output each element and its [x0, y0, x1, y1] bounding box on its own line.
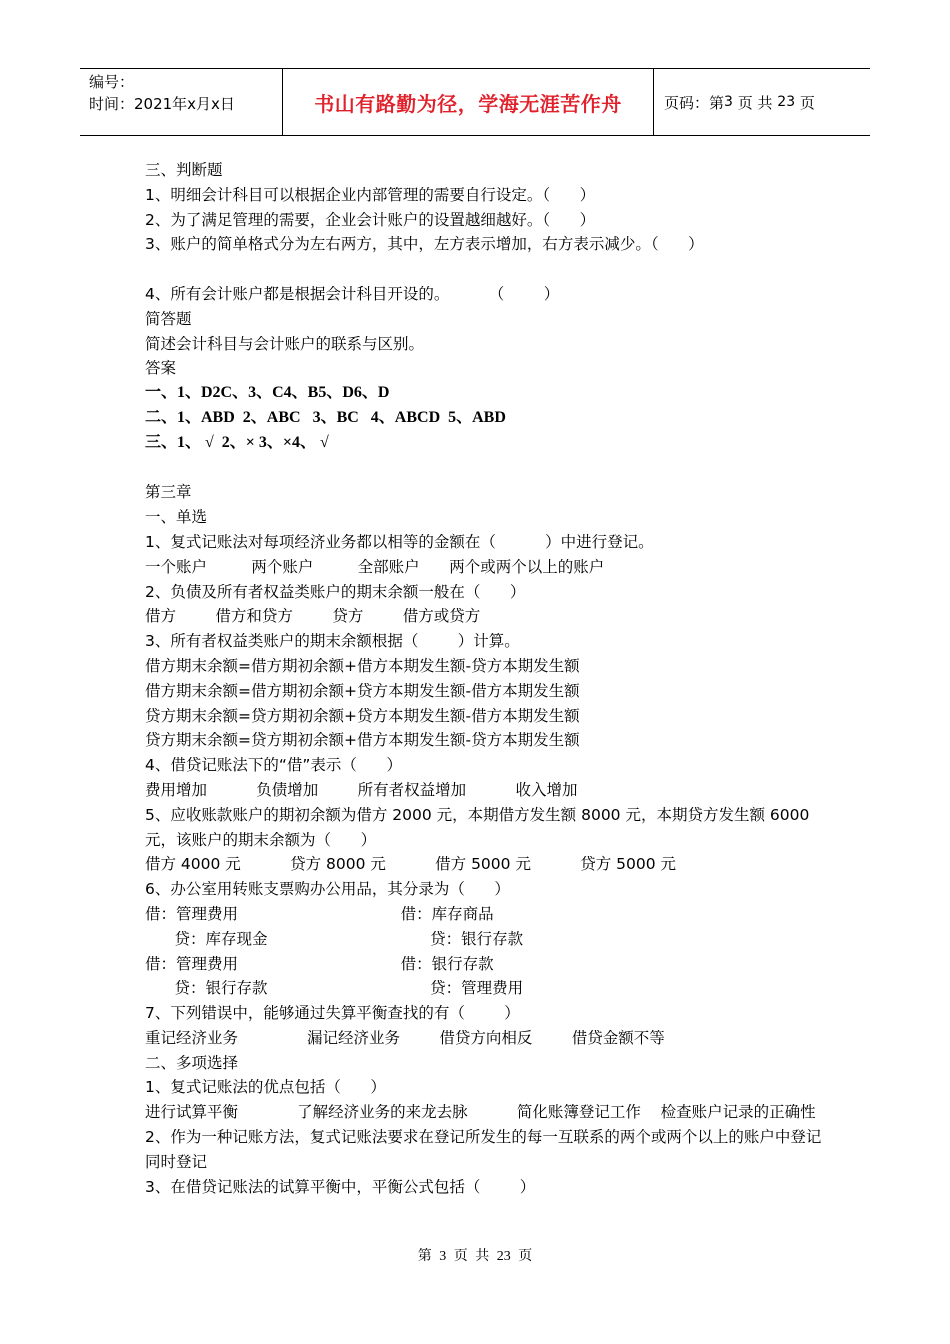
header-page-number: [654, 69, 870, 135]
page-current: 3: [724, 94, 733, 110]
page-label-mid: 页 共: [737, 93, 773, 112]
question-line: 4、借贷记账法下的“借”表示（ ）: [145, 756, 402, 775]
motto: 书山有路勤为径，学海无涯苦作舟: [314, 91, 622, 116]
section-heading: 二、多项选择: [145, 1053, 239, 1072]
question-line: 2、为了满足管理的需要，企业会计账户的设置越细越好。（ ）: [145, 210, 596, 229]
page-label-suffix: 页: [799, 93, 815, 112]
option-line: 一个账户 两个账户 全部账户 两个或两个以上的账户: [145, 557, 605, 576]
page-total: 23: [777, 94, 796, 110]
question-line: 简述会计科目与会计账户的联系与区别。: [145, 334, 425, 353]
option-line: 贷：库存现金 贷：银行存款: [145, 929, 524, 948]
question-line: 7、下列错误中，能够通过失算平衡查找的有（ ）: [145, 1004, 520, 1023]
chapter-heading: 第三章: [145, 483, 192, 502]
option-line: 贷方期末余额=贷方期初余额+贷方本期发生额-借方本期发生额: [145, 706, 580, 725]
header-meta: [80, 69, 283, 135]
option-line: 借方期末余额=借方期初余额+贷方本期发生额-借方本期发生额: [145, 681, 580, 700]
question-line: 3、在借贷记账法的试算平衡中，平衡公式包括（ ）: [145, 1177, 536, 1196]
question-line: 1、复式记账法对每项经济业务都以相等的金额在（ ）中进行登记。: [145, 532, 654, 551]
blank-line: [145, 456, 825, 481]
answer-line: 三、1、 √ 2、× 3、×4、 √: [145, 433, 329, 451]
code-label: 编号：: [89, 73, 135, 91]
option-line: 进行试算平衡 了解经济业务的来龙去脉 简化账簿登记工作 检查账户记录的正确性: [145, 1103, 816, 1122]
option-line: 借：管理费用 借：银行存款: [145, 954, 494, 973]
question-line: 4、所有会计账户都是根据会计科目开设的。 （ ）: [145, 284, 560, 303]
header-motto-cell: [283, 69, 654, 135]
question-line: 6、办公室用转账支票购办公用品，其分录为（ ）: [145, 880, 510, 899]
answer-line: 一、1、D2C、3、C4、B5、D6、D: [145, 384, 390, 402]
question-line: 2、作为一种记账方法，复式记账法要求在登记所发生的每一互联系的两个或两个以上的账户中登记 同时登记: [145, 1128, 881, 1171]
question-line: 1、明细会计科目可以根据企业内部管理的需要自行设定。（ ）: [145, 185, 596, 204]
option-line: 贷：银行存款 贷：管理费用: [145, 979, 524, 998]
option-line: 借方 4000 元 贷方 8000 元 借方 5000 元 贷方 5000 元: [145, 855, 677, 874]
question-line: 3、账户的简单格式分为左右两方，其中，左方表示增加，右方表示减少。（ ）: [145, 235, 704, 254]
option-line: 费用增加 负债增加 所有者权益增加 收入增加: [145, 780, 578, 799]
option-line: 借方 借方和贷方 贷方 借方或贷方: [145, 607, 481, 626]
section-heading: 简答题: [145, 309, 192, 328]
option-line: 借方期末余额=借方期初余额+借方本期发生额-贷方本期发生额: [145, 656, 580, 675]
option-line: 贷方期末余额=贷方期初余额+借方本期发生额-贷方本期发生额: [145, 731, 580, 750]
section-heading: 一、单选: [145, 508, 208, 527]
question-line: 1、复式记账法的优点包括（ ）: [145, 1078, 386, 1097]
section-heading: 答案: [145, 359, 177, 378]
question-line: 3、所有者权益类账户的期末余额根据（ ）计算。: [145, 632, 520, 651]
page-footer: 第 3 页 共 23 页: [417, 1249, 533, 1264]
option-line: 借：管理费用 借：库存商品: [145, 904, 494, 923]
option-line: 重记经济业务 漏记经济业务 借贷方向相反 借贷金额不等: [145, 1028, 665, 1047]
page-header: [80, 68, 870, 136]
page-label-prefix: 页码：第: [664, 93, 725, 112]
blank-line: [145, 257, 825, 282]
question-line: 5、应收账款账户的期初余额为借方 2000 元，本期借方发生额 8000 元，本期贷方发生额 6000 元，该账户的期末余额为（ ）: [145, 805, 815, 849]
question-line: 2、负债及所有者权益类账户的期末余额一般在（ ）: [145, 582, 526, 601]
section-heading: 三、判断题: [145, 161, 223, 179]
time-label: 时间：2021年x月x日: [89, 95, 235, 113]
document-body: [145, 158, 881, 1199]
answer-line: 二、1、ABD 2、ABC 3、BC 4、ABCD 5、ABD: [145, 408, 506, 426]
